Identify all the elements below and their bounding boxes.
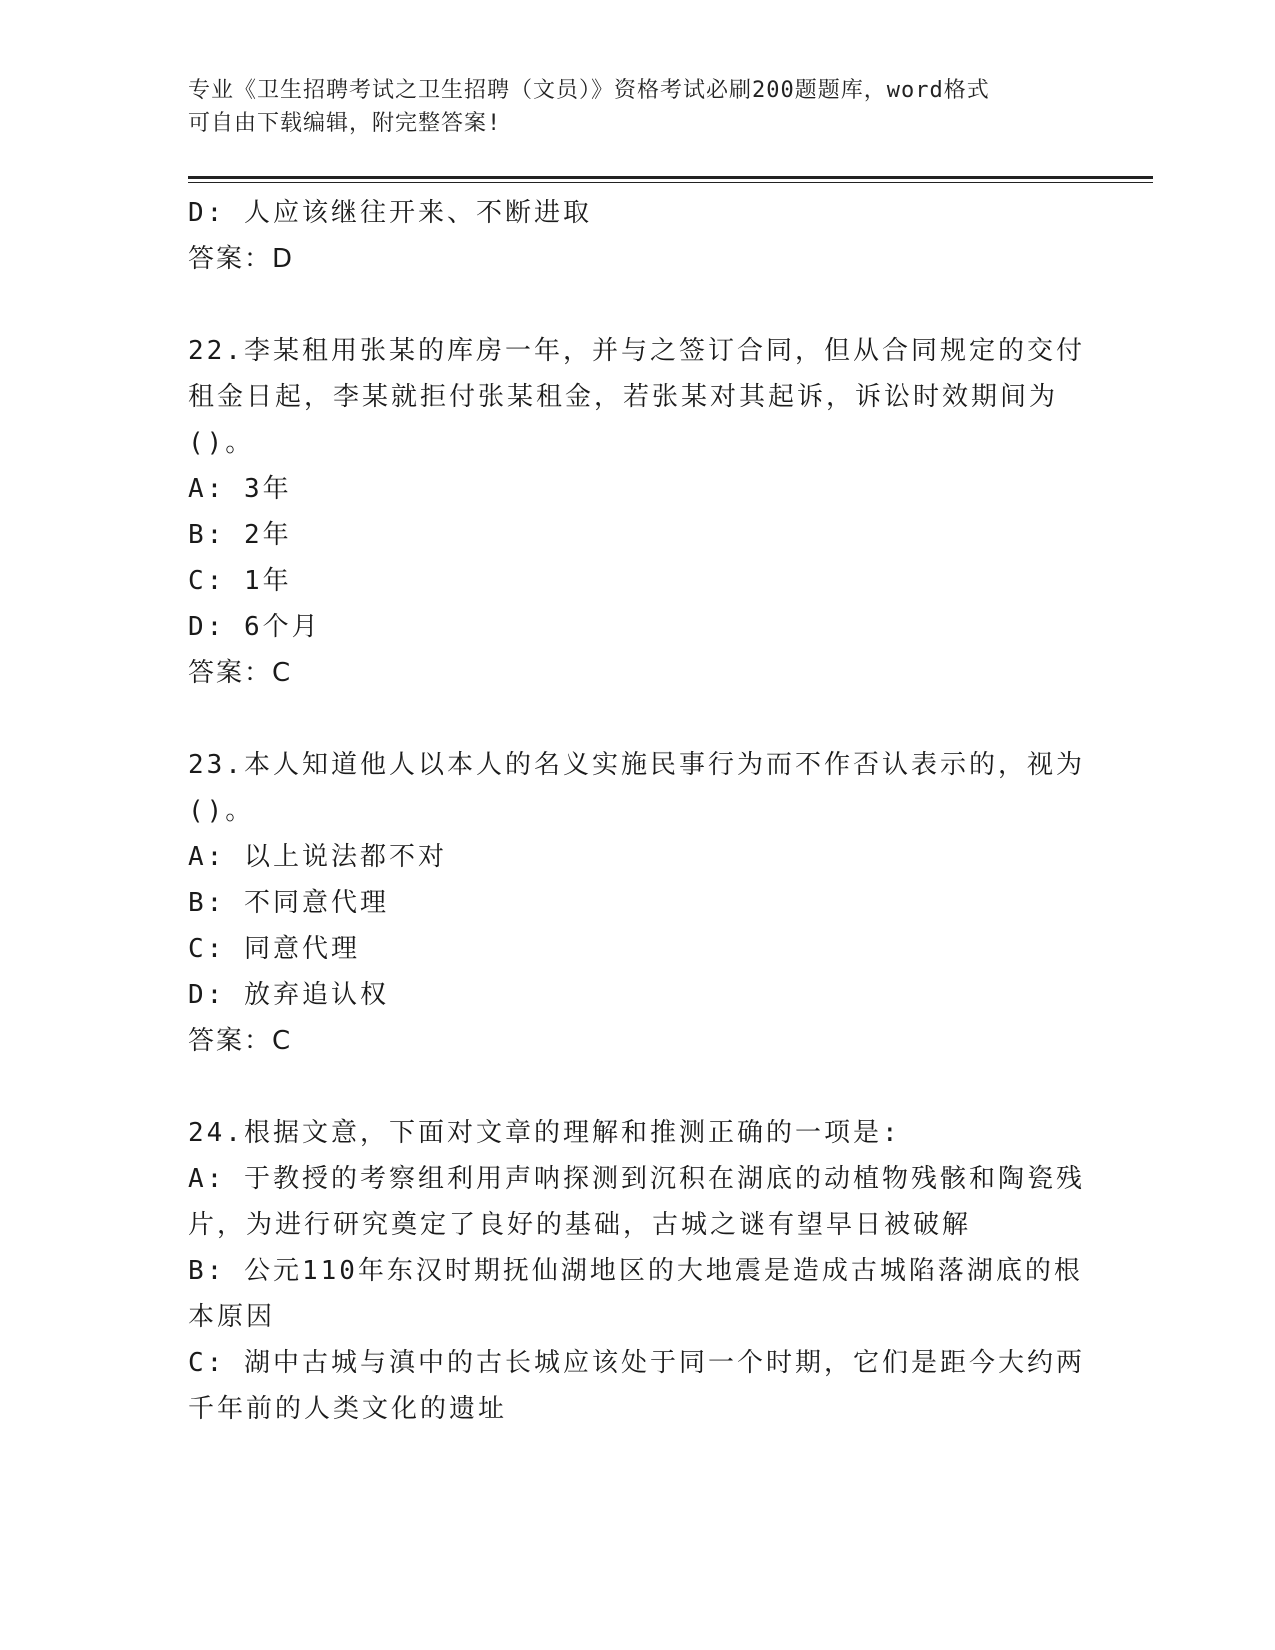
question-block-24 — [188, 1110, 1088, 1432]
option-d: D: 人应该继往开来、不断进取 — [188, 198, 592, 228]
question-content — [188, 190, 1088, 1432]
option-b: 本原因 — [188, 1302, 276, 1332]
spacer — [188, 696, 1088, 742]
option-a: 片，为进行研究奠定了良好的基础，古城之谜有望早日被破解 — [188, 1210, 972, 1240]
option-c: 千年前的人类文化的遗址 — [188, 1394, 508, 1424]
option-c: C: 同意代理 — [188, 934, 360, 964]
question-stem: 租金日起，李某就拒付张某租金，若张某对其起诉，诉讼时效期间为 — [188, 382, 1059, 412]
header-rule-thick — [188, 176, 1153, 179]
spacer — [188, 282, 1088, 328]
option-d: D: 放弃追认权 — [188, 980, 389, 1010]
option-b: B: 公元110年东汉时期抚仙湖地区的大地震是造成古城陷落湖底的根 — [188, 1256, 1083, 1286]
page-header — [188, 74, 1068, 140]
option-b: B: 2年 — [188, 520, 292, 550]
option-a: A: 3年 — [188, 474, 292, 504]
question-stem: ()。 — [188, 428, 255, 458]
option-a: A: 于教授的考察组利用声呐探测到沉积在湖底的动植物残骸和陶瓷残 — [188, 1164, 1085, 1194]
answer-line: 答案：D — [188, 244, 295, 274]
answer-line: 答案：C — [188, 658, 293, 688]
question-block-prev — [188, 190, 1088, 282]
option-a: A: 以上说法都不对 — [188, 842, 447, 872]
question-stem: 23.本人知道他人以本人的名义实施民事行为而不作否认表示的，视为 — [188, 750, 1085, 780]
answer-line: 答案：C — [188, 1026, 293, 1056]
header-rule-thin — [188, 182, 1153, 183]
header-title-line2: 可自由下载编辑，附完整答案! — [188, 111, 502, 136]
option-c: C: 湖中古城与滇中的古长城应该处于同一个时期，它们是距今大约两 — [188, 1348, 1085, 1378]
question-block-22 — [188, 328, 1088, 696]
spacer — [188, 1064, 1088, 1110]
option-d: D: 6个月 — [188, 612, 321, 642]
question-stem: ()。 — [188, 796, 255, 826]
question-stem: 24.根据文意，下面对文章的理解和推测正确的一项是: — [188, 1118, 901, 1148]
question-block-23 — [188, 742, 1088, 1064]
option-b: B: 不同意代理 — [188, 888, 389, 918]
question-stem: 22.李某租用张某的库房一年，并与之签订合同，但从合同规定的交付 — [188, 336, 1085, 366]
option-c: C: 1年 — [188, 566, 292, 596]
header-title-line1: 专业《卫生招聘考试之卫生招聘（文员）》资格考试必刷200题题库，word格式 — [188, 78, 990, 103]
